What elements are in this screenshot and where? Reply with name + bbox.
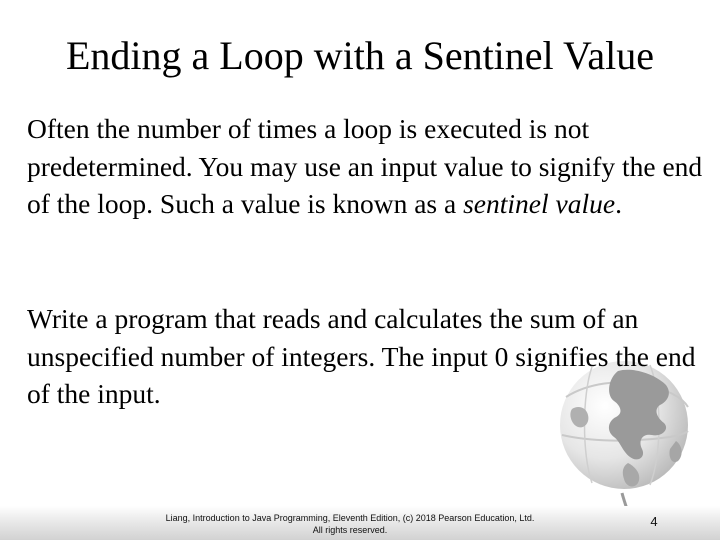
page-number: 4 [650, 514, 658, 529]
sentinel-value-term: sentinel value [463, 188, 616, 219]
paragraph-intro [27, 110, 707, 223]
paragraph-task: Write a program that reads and calculates the sum of an unspecified number of integers. The input 0 signifies the end of the input. [27, 303, 696, 409]
footer-line-2: All rights reserved. [312, 525, 388, 535]
paragraph-intro-end: . [615, 188, 622, 219]
footer-credit [100, 512, 600, 536]
slide-title: Ending a Loop with a Sentinel Value [65, 33, 655, 78]
paragraph-intro-text: Often the number of times a loop is executed is not predetermined. You may use an input value to signify the end of the loop. Such a value is known as a [27, 113, 703, 219]
footer-line-1: Liang, Introduction to Java Programming, Eleventh Edition, (c) 2018 Pearson Education, Ltd. [165, 513, 535, 523]
